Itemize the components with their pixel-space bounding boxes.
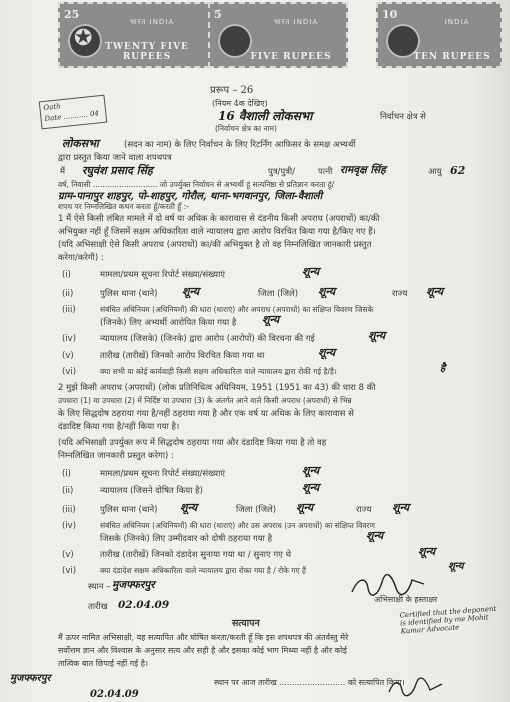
item-number: (i) (62, 270, 71, 280)
bottom-place-handwritten: मुजफ्फरपुर (10, 673, 51, 684)
item-label: न्यायालय (जिसके) (जिनके) द्वारा आरोप (आरोपों) की विरचना की गई (100, 334, 315, 344)
item-label: मामला/प्रथम सूचना रिपोर्ट संख्या/संख्याएं (100, 270, 225, 280)
notary-certification: Certified that the deponent is identified by me Mohit Kumar Advocate (399, 604, 497, 636)
bottom-date-handwritten: 02.04.09 (90, 689, 139, 700)
affidavit-line: द्वारा प्रस्तुत किया जाने वाला शपथपत्र (58, 153, 172, 163)
stamp-denomination: TEN RUPEES (413, 52, 491, 62)
stamp-strip (58, 2, 503, 72)
item-answer: शून्य (180, 501, 198, 514)
oath-line: शपथ पर निम्नलिखित कथन करता हूँ/करती हूँ :- (58, 202, 189, 211)
stamp-country: भारत INDIA (273, 18, 319, 26)
item-number: (v) (62, 351, 74, 361)
para2-line: निम्नलिखित जानकारी प्रस्तुत करेगा) : (58, 451, 174, 461)
place-handwritten: मुजफ्फरपुर (112, 579, 155, 591)
house-handwritten: लोकसभा (62, 137, 99, 150)
stamp-country: INDIA (444, 18, 470, 26)
age-value: 62 (450, 164, 466, 177)
date-handwritten: 02.04.09 (118, 599, 170, 611)
para2-line: 2 मुझे किसी अपराध (अपराधों) (लोक प्रतिनिधित्व अधिनियम, 1951 (1951 का 43) की धारा 8 की (58, 383, 376, 393)
deponent-name: रघुवंश प्रसाद सिंह (82, 164, 153, 177)
star-icon: ✪ (74, 26, 93, 51)
constituency-handwritten: 16 वैशाली लोकसभा (218, 109, 313, 123)
item-label: जिला (जिले) (236, 505, 277, 515)
para1-line: (यदि अभिसाक्षी ऐसे किसी अपराध (अपराधों) का/की अभियुक्त है तो वह निम्नलिखित जानकारी प्रस्तुत (58, 240, 372, 250)
form-rule: (नियम 4क देखिए) (212, 99, 268, 108)
item-number: (ii) (62, 289, 74, 299)
para1-line: करेगा/करेगी) : (58, 253, 104, 263)
constituency-caption: (निर्वाचन क्षेत्र का नाम) (215, 124, 277, 133)
para2-line: (यदि अभिसाक्षी उपर्युक्त रूप में सिद्धदोष ठहराया गया और दंडादिष्ट किया गया है तो वह (58, 438, 327, 448)
age-label: आयु (428, 167, 442, 177)
form-number: प्ररूप – 26 (210, 85, 254, 96)
item-number: (iii) (62, 305, 76, 315)
item-answer: शून्य (302, 481, 320, 494)
item-answer: शून्य (392, 501, 410, 514)
stamp-country: भारत INDIA (129, 18, 175, 26)
item-label: पुलिस थाना (थाने) (100, 505, 158, 515)
item-answer: शून्य (418, 545, 436, 558)
item-label: तारीख (तारीखें) जिनको दंडादेश सुनाया गया था / सुनाए गए थे (100, 550, 292, 560)
spouse-label: पत्नी (318, 167, 333, 177)
item-label: क्या दंडादेश सक्षम अधिकारिता वाले न्यायालय द्वारा रोका गया है / रोके गए हैं (100, 566, 307, 575)
item-answer: शून्य (182, 285, 200, 298)
bottom-signature-mark (386, 676, 446, 698)
stamp-value: 25 (64, 8, 80, 21)
item-answer: शून्य (318, 346, 336, 359)
verification-line: तात्विक बात छिपाई नहीं गई है। (58, 659, 149, 668)
item-label: क्या सभी या कोई कार्यवाही किसी सक्षम अधिकारिता वाले न्यायालय द्वारा रोकी गई है/है। (100, 367, 337, 376)
item-label: तारीख (तारीखें) जिनको आरोप विरचित किया गया था (100, 351, 265, 361)
item-answer: शून्य (318, 285, 336, 298)
bottom-line: स्थान पर आज तारीख .......................... को सत्यापित किया। (214, 678, 405, 687)
revenue-stamp-25 (58, 2, 210, 68)
item-answer: शून्य (448, 561, 464, 572)
revenue-stamp-5 (208, 2, 348, 68)
candidate-line: वर्ष, निवासी ........................... जो उपर्युक्त निर्वाचन से अभ्यर्थी हूं सत्यनिष्ठा से प्रतिज्ञान करता हूं/ (58, 180, 335, 189)
item-answer: शून्य (426, 285, 444, 298)
item-answer: शून्य (302, 464, 320, 477)
relation-label: पुत्र/पुत्री/ (268, 167, 295, 177)
para2-line: दंडादिष्ट किया गया है/नहीं किया गया है। (58, 422, 180, 432)
item-label: पुलिस थाना (थाने) (100, 289, 158, 299)
item-number: (i) (62, 469, 71, 479)
item-answer: शून्य (302, 265, 320, 278)
item-answer: शून्य (368, 329, 386, 342)
stamp-line: Date ........... 04 (44, 109, 100, 123)
item-label: राज्य (356, 505, 372, 515)
oath-commissioner-stamp (39, 95, 108, 130)
para2-line: के लिए सिद्धदोष ठहराया गया है/नहीं ठहराया गया है और एक वर्ष या अधिक के लिए कारावास से (58, 409, 354, 419)
item-label: मामला/प्रथम सूचना रिपोर्ट संख्या/संख्याएं (100, 469, 225, 479)
address-handwritten: ग्राम-पानापुर शाहपुर, पो-शाहपुर, गोरौल, थाना-भगवानपुर, जिला-वैशाली (58, 191, 323, 202)
item-label: राज्य (392, 289, 408, 299)
prefix-text: मैं (60, 167, 66, 177)
item-answer: है (440, 363, 446, 374)
signature-caption: अभिसाक्षी के हस्ताक्षर (374, 595, 438, 604)
item-number: (iii) (62, 505, 76, 515)
stamp-value: 5 (214, 8, 222, 21)
item-number: (vi) (62, 566, 77, 576)
item-label: (जिनके) लिए अभ्यर्थी आरोपित किया गया है (100, 318, 237, 328)
item-label: जिसके (जिनके) लिए उम्मीदवार को दोषी ठहराया गया है (100, 534, 273, 544)
constituency-suffix: निर्वाचन क्षेत्र से (380, 112, 426, 122)
item-number: (ii) (62, 486, 74, 496)
item-number: (v) (62, 550, 74, 560)
item-label: संबंधित अधिनियम (अधिनियमों) की धारा (धाराएं) और उस अपराध (उन अपराधों) का संक्षिप्त विवरण (100, 521, 375, 530)
stamp-denomination: FIVE RUPEES (250, 52, 332, 62)
stamp-denomination: TWENTY FIVE RUPEES (105, 42, 189, 62)
place-label: स्थान – (88, 582, 111, 592)
house-text: (सदन का नाम) के लिए निर्वाचन के लिए रिटर्निंग आफिसर के समक्ष अभ्यर्थी (124, 140, 356, 150)
item-answer: शून्य (366, 529, 384, 542)
item-label: न्यायालय (जिसने दोषित किया है) (100, 486, 203, 496)
item-label: संबंधित अधिनियम (अधिनियमों) की धारा (धाराएं) और अपराध (अपराधों) का संक्षिप्त विवरण जिसके (100, 305, 374, 314)
father-name: रामवृक्ष सिंह (340, 164, 386, 176)
stamp-value: 10 (382, 8, 398, 21)
verification-title: सत्यापन (232, 618, 260, 629)
verification-line: सर्वोत्तम ज्ञान और विश्वास के अनुसार सत्य और सही है और इसका कोई भाग मिथ्या नहीं है और कोई (58, 646, 347, 655)
para1-line: 1 मैं ऐसे किसी लंबित मामले में दो वर्ष या अधिक के कारावास से दंडनीय किसी अपराध (अपराधों) का/की (58, 214, 380, 224)
item-answer: शून्य (296, 501, 314, 514)
verification-line: मैं ऊपर नामित अभिसाक्षी, यह सत्यापित और घोषित करता/करती हूँ कि इस शपथपत्र की अंतर्वस्तु मेरे (58, 633, 349, 642)
item-number: (vi) (62, 367, 77, 377)
item-number: (iv) (62, 334, 77, 344)
item-answer: शून्य (262, 313, 280, 326)
date-label: तारीख (88, 602, 108, 612)
item-number: (iv) (62, 521, 77, 531)
stamp-line: Oath (43, 102, 61, 113)
para1-line: अभियुक्त नहीं हूँ जिसमें सक्षम अधिकारिता वाले न्यायालय द्वारा आरोप विरचित किया गया है/किए गए हैं। (58, 227, 376, 237)
revenue-stamp-10 (376, 2, 502, 68)
para2-line: उपधारा (1) या उपधारा (2) में निर्दिष्ट या उपधारा (3) के अंतर्गत आने वाले किसी अपराध (अपराधों) से भिन्न (58, 396, 352, 405)
item-label: जिला (जिले) (258, 289, 299, 299)
